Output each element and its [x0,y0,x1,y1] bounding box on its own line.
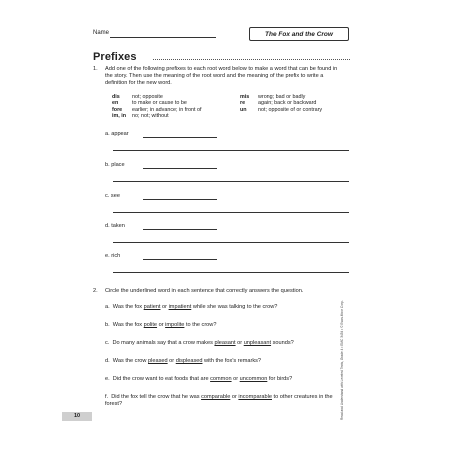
prefix-row: im, in no; not; without [112,113,169,120]
prefix-list-right [240,94,350,113]
item-d-label: d. taken [105,223,125,229]
prefix-row: mis wrong; bad or badly [240,94,306,100]
heading-dotted-rule [153,59,350,60]
question1-number: 1. [93,66,98,72]
item-b-answer-line[interactable] [143,168,217,169]
choice-word[interactable]: comparable [201,394,231,400]
choice-word[interactable]: unpleasant [243,340,272,346]
question2-item-a: a. Was the fox patient or impatient while she was talking to the crow? [105,304,278,310]
item-a-definition-line[interactable] [113,150,349,151]
item-d-definition-line[interactable] [113,242,349,243]
section-title: Prefixes [93,51,137,63]
question1-instructions: Add one of the following prefixes to each root word below to make a word that can be found in the story. Then use the meaning of the root word and the meaning of the prefix to write a definition for the new word. [105,66,338,87]
prefix-row: en to make or cause to be [112,100,187,107]
item-c-definition-line[interactable] [113,212,349,213]
prefix-row: un not; opposite of or contrary [240,106,323,113]
choice-word[interactable]: displeased [175,358,203,364]
question2-item-d: d. Was the crow pleased or displeased with the fox's remarks? [105,358,262,364]
story-title: The Fox and the Crow [265,31,333,38]
question2-item-e: e. Did the crow want to eat foods that are common or uncommon for birds? [105,376,293,382]
question2-item-b: b. Was the fox polite or impolite to the crow? [105,322,217,328]
choice-word[interactable]: impatient [168,304,192,310]
question2-number: 2. [93,288,98,294]
item-a-answer-line[interactable] [143,137,217,138]
item-b-definition-line[interactable] [113,181,349,182]
choice-word[interactable]: uncommon [239,376,268,382]
question2-item-c: c. Do many animals say that a crow makes pleasant or unpleasant sounds? [105,340,294,346]
prefix-list-left [112,94,232,120]
story-title-box [249,27,349,41]
choice-word[interactable]: pleasant [214,340,236,346]
item-b-label: b. place [105,162,125,168]
name-label: Name [93,30,110,36]
item-c-answer-line[interactable] [143,199,217,200]
copyright-credit: Read and Understand with Leveled Texts, Grade 4 • EMC 3454 • © Evan-Moor Corp. [340,300,344,420]
question2-instructions: Circle the underlined word in each sentence that correctly answers the question. [105,288,304,294]
choice-word[interactable]: common [210,376,232,382]
prefix-row: re again; back or backward [240,100,317,107]
choice-word[interactable]: incomparable [238,394,272,400]
item-e-answer-line[interactable] [143,259,217,260]
page-number: 10 [62,412,92,421]
name-line[interactable] [110,37,216,38]
prefix-row: dis not; opposite [112,94,163,100]
item-d-answer-line[interactable] [143,229,217,230]
question2-item-f: f. Did the fox tell the crow that he was comparable or incomparable to other creatures in the forest? [105,394,333,408]
item-a-label: a. appear [105,131,129,137]
item-e-label: e. rich [105,253,121,259]
item-e-definition-line[interactable] [113,272,349,273]
choice-word[interactable]: impolite [165,322,185,328]
item-c-label: c. see [105,193,120,199]
choice-word[interactable]: polite [143,322,158,328]
choice-word[interactable]: patient [143,304,161,310]
prefix-row: fore earlier; in advance; in front of [112,106,202,113]
choice-word[interactable]: pleased [148,358,168,364]
